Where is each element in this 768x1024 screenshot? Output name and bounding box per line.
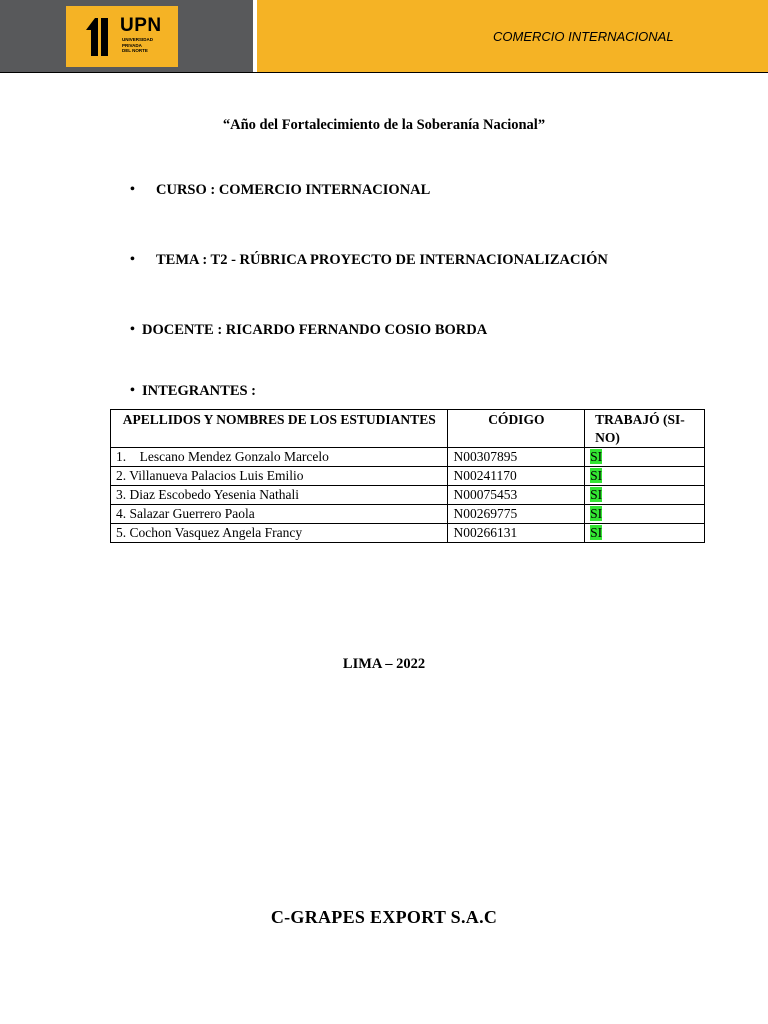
- student-name: 5. Cochon Vasquez Angela Francy: [111, 524, 448, 543]
- students-table: [110, 409, 705, 543]
- table-row: [111, 524, 705, 543]
- worked-cell: [585, 448, 705, 467]
- members-label: INTEGRANTES :: [142, 383, 257, 399]
- teacher-field: DOCENTE : RICARDO FERNANDO COSIO BORDA: [142, 322, 488, 338]
- student-name: 2. Villanueva Palacios Luis Emilio: [111, 467, 448, 486]
- upn-arrow-icon: [86, 18, 116, 56]
- bullet-icon: •: [130, 322, 135, 337]
- worked-value: SI: [590, 525, 603, 540]
- student-code: N00266131: [448, 524, 585, 543]
- student-code: N00075453: [448, 486, 585, 505]
- student-name: 4. Salazar Guerrero Paola: [111, 505, 448, 524]
- page-header: [0, 0, 768, 72]
- upn-logo: [66, 6, 178, 67]
- worked-cell: [585, 505, 705, 524]
- bullet-icon: •: [130, 252, 135, 267]
- student-name: 3. Diaz Escobedo Yesenia Nathali: [111, 486, 448, 505]
- header-gray-band: [0, 0, 253, 72]
- bullet-icon: •: [130, 383, 135, 398]
- logo-text: UPN: [120, 15, 162, 36]
- city-year: LIMA – 2022: [342, 656, 426, 672]
- header-course-title: COMERCIO INTERNACIONAL: [493, 29, 674, 44]
- company-name: C-GRAPES EXPORT S.A.C: [270, 907, 498, 927]
- logo-subtitle: UNIVERSIDAD PRIVADA DEL NORTE: [122, 37, 154, 53]
- bullet-icon: •: [130, 182, 135, 197]
- worked-cell: [585, 524, 705, 543]
- column-header-worked: TRABAJÓ (SI-NO): [585, 410, 705, 448]
- student-name: 1. Lescano Mendez Gonzalo Marcelo: [111, 448, 448, 467]
- worked-value: SI: [590, 487, 603, 502]
- student-code: N00269775: [448, 505, 585, 524]
- worked-cell: [585, 467, 705, 486]
- student-code: N00307895: [448, 448, 585, 467]
- header-divider: [0, 72, 768, 73]
- worked-cell: [585, 486, 705, 505]
- table-row: [111, 486, 705, 505]
- topic-field: TEMA : T2 - RÚBRICA PROYECTO DE INTERNACIONALIZACIÓN: [156, 252, 608, 268]
- table-row: [111, 505, 705, 524]
- worked-value: SI: [590, 506, 603, 521]
- year-motto: “Año del Fortalecimiento de la Soberanía Nacional”: [222, 117, 546, 133]
- column-header-names: APELLIDOS Y NOMBRES DE LOS ESTUDIANTES: [111, 410, 448, 448]
- worked-value: SI: [590, 449, 603, 464]
- course-field: CURSO : COMERCIO INTERNACIONAL: [156, 182, 431, 198]
- column-header-code: CÓDIGO: [448, 410, 585, 448]
- worked-value: SI: [590, 468, 603, 483]
- header-yellow-band: [257, 0, 768, 72]
- table-row: [111, 467, 705, 486]
- student-code: N00241170: [448, 467, 585, 486]
- table-header-row: [111, 410, 705, 448]
- table-row: [111, 448, 705, 467]
